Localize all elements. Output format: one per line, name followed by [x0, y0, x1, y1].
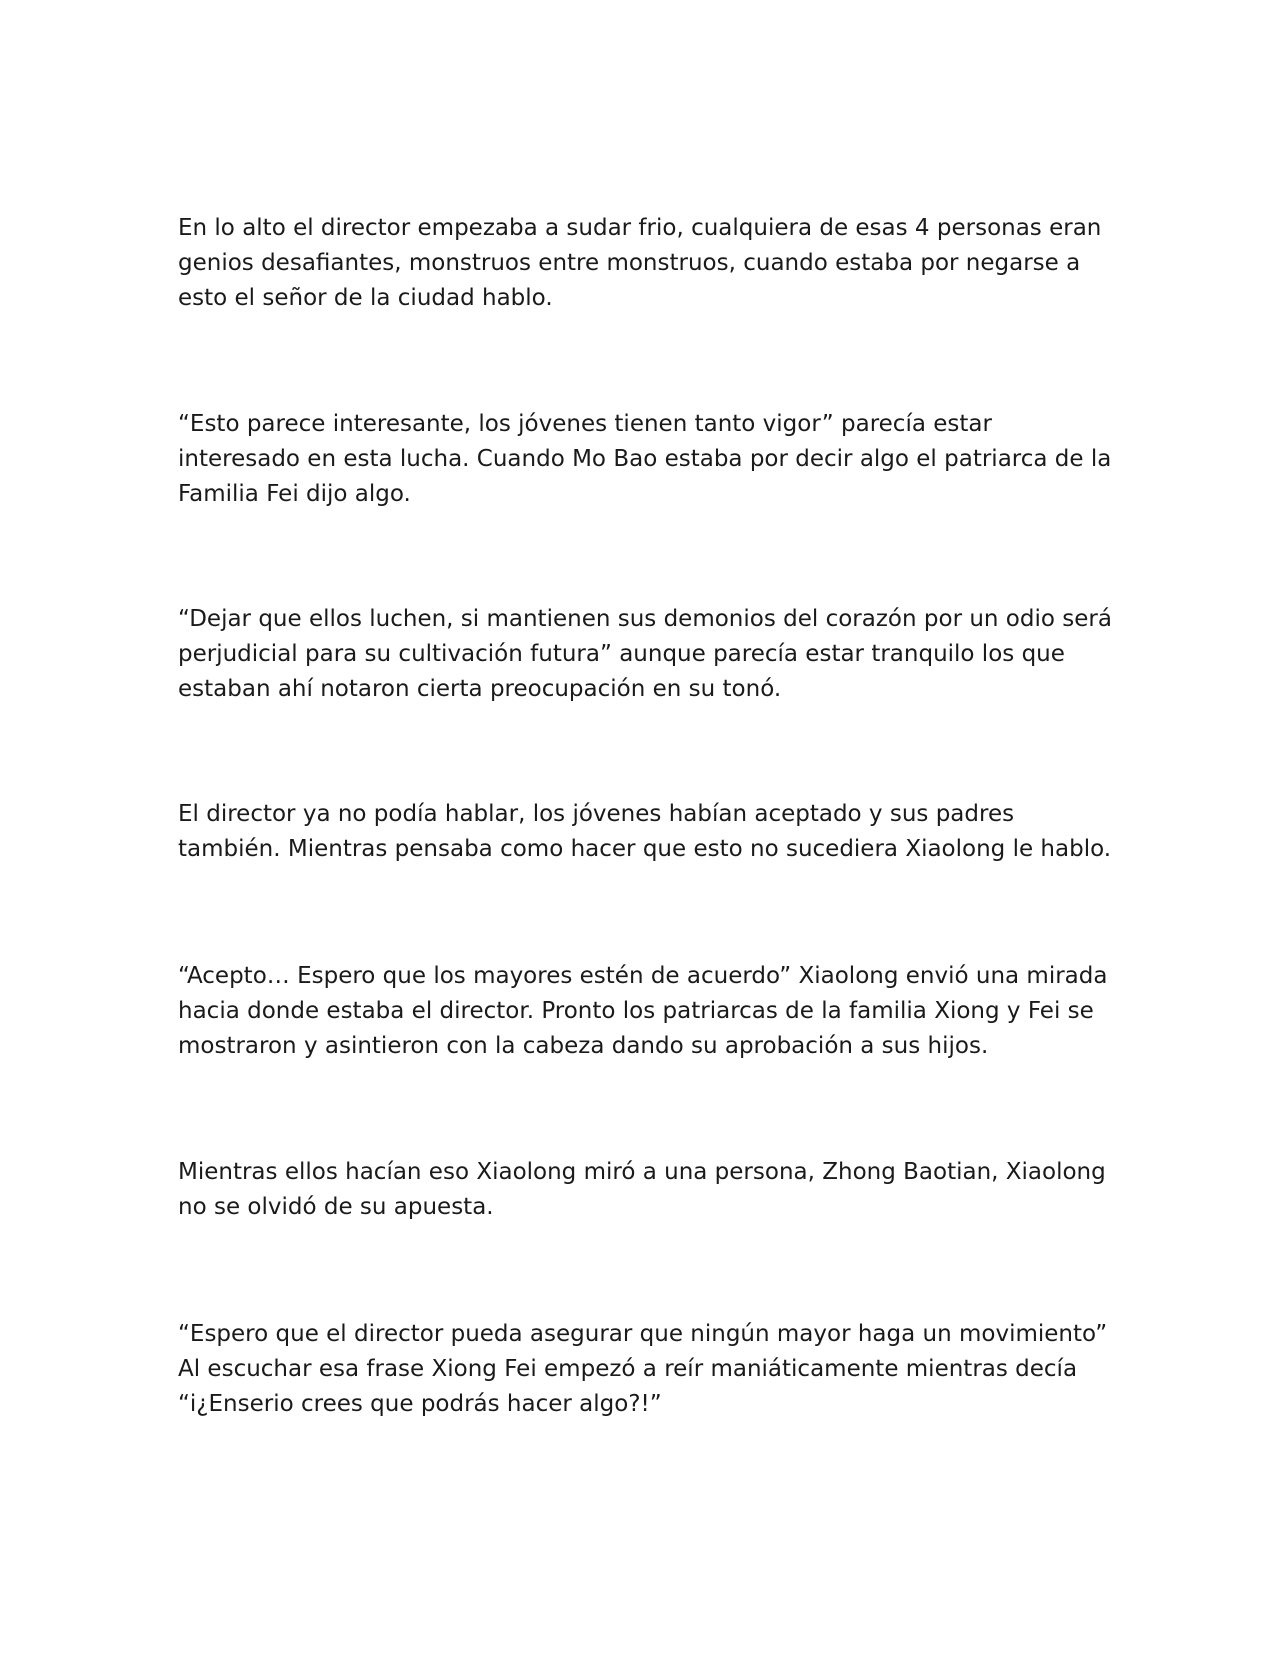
paragraph-1: En lo alto el director empezaba a sudar frio, cualquiera de esas 4 personas eran genios desafiantes, monstruos entre monstruos, cuando estaba por negarse a esto el señor de la ciudad hablo. — [178, 215, 1102, 311]
paragraph-2: “Esto parece interesante, los jóvenes tienen tanto vigor” parecía estar interesado en esta lucha. Cuando Mo Bao estaba por decir algo el patriarca de la Familia Fei dijo algo. — [178, 411, 1112, 507]
paragraph-6: Mientras ellos hacían eso Xiaolong miró a una persona, Zhong Baotian, Xiaolong no se olvidó de su apuesta. — [178, 1159, 1106, 1220]
paragraph-4: El director ya no podía hablar, los jóvenes habían aceptado y sus padres también. Mientras pensaba como hacer que esto no sucediera Xiaolong le hablo. — [178, 801, 1112, 862]
paragraph-5: “Acepto… Espero que los mayores estén de acuerdo” Xiaolong envió una mirada hacia donde estaba el director. Pronto los patriarcas de la familia Xiong y Fei se mostraron y asintieron con la cabeza dando su aprobación a sus hijos. — [178, 963, 1108, 1059]
paragraph-7: “Espero que el director pueda asegurar que ningún mayor haga un movimiento” Al escuchar esa frase Xiong Fei empezó a reír maniáticamente mientras decía “i¿Enserio crees que podrás hacer algo?!” — [178, 1321, 1108, 1417]
paragraph-3: “Dejar que ellos luchen, si mantienen sus demonios del corazón por un odio será perjudicial para su cultivación futura” aunque parecía estar tranquilo los que estaban ahí notaron cierta preocupación en su tonó. — [178, 606, 1112, 702]
